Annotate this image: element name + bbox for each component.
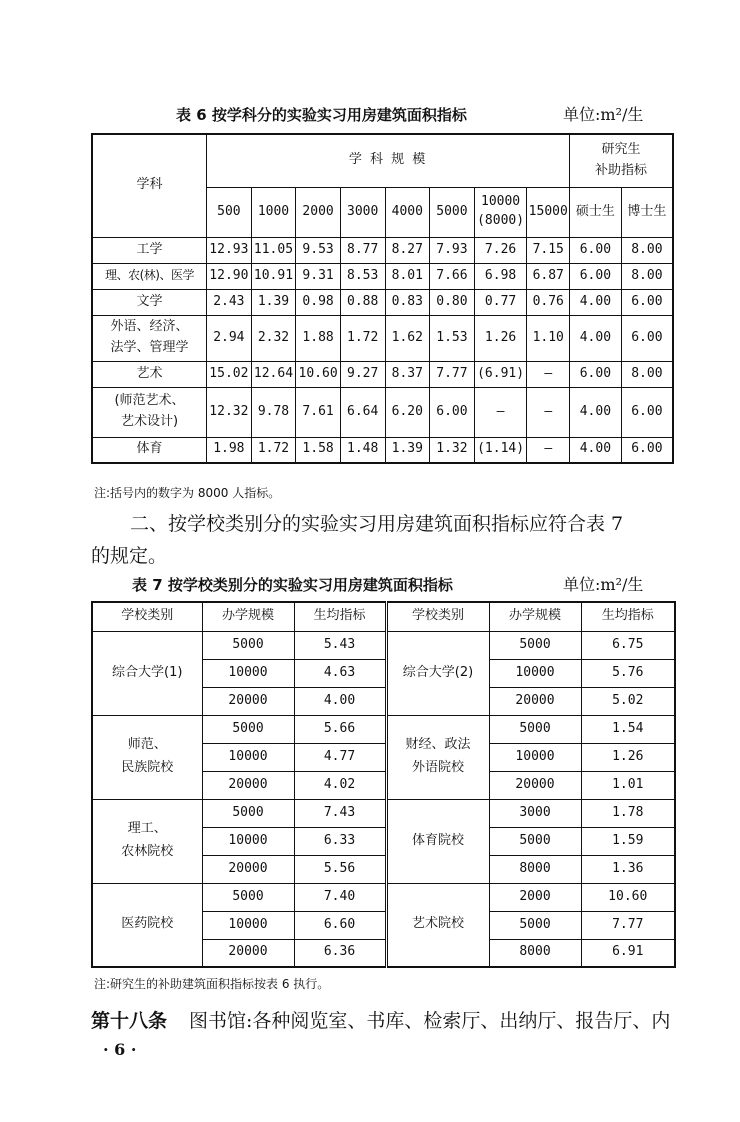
value-cell: 9.53 xyxy=(296,237,341,263)
value-cell: 6.00 xyxy=(621,437,673,463)
value-cell: 10.91 xyxy=(251,263,296,289)
school-scale-cell: 10000 xyxy=(202,743,294,771)
value-cell: 0.76 xyxy=(527,289,570,315)
value-cell: 7.15 xyxy=(527,237,570,263)
per-student-index-cell: 5.02 xyxy=(581,687,675,715)
value-cell: 9.31 xyxy=(296,263,341,289)
value-cell: 2.43 xyxy=(207,289,252,315)
table7-unit: 单位:m²/生 xyxy=(563,575,644,594)
table6-row xyxy=(92,361,673,387)
value-cell: 7.26 xyxy=(474,237,527,263)
t7-header-scale-right: 办学规模 xyxy=(489,602,581,631)
value-cell: 1.39 xyxy=(385,437,430,463)
table6-caption: 表 6 按学科分的实验实习用房建筑面积指标 xyxy=(176,106,467,124)
value-cell: 15.02 xyxy=(207,361,252,387)
school-scale-cell: 3000 xyxy=(489,799,581,827)
value-cell: — xyxy=(527,361,570,387)
value-cell: 11.05 xyxy=(251,237,296,263)
school-category-cell: 财经、政法 外语院校 xyxy=(386,715,489,799)
header-master: 硕士生 xyxy=(570,187,622,237)
school-scale-cell: 8000 xyxy=(489,855,581,883)
subject-cell: 艺术 xyxy=(92,361,207,387)
school-scale-cell: 10000 xyxy=(202,827,294,855)
value-cell: 6.98 xyxy=(474,263,527,289)
value-cell: 6.64 xyxy=(340,387,385,437)
per-student-index-cell: 6.91 xyxy=(581,939,675,967)
per-student-index-cell: 10.60 xyxy=(581,883,675,911)
per-student-index-cell: 1.01 xyxy=(581,771,675,799)
value-cell: 12.93 xyxy=(207,237,252,263)
per-student-index-cell: 6.36 xyxy=(294,939,386,967)
per-student-index-cell: 6.75 xyxy=(581,631,675,659)
school-scale-cell: 5000 xyxy=(202,799,294,827)
t7-header-category-left: 学校类别 xyxy=(92,602,202,631)
value-cell: 1.88 xyxy=(296,315,341,361)
value-cell: 6.00 xyxy=(621,289,673,315)
per-student-index-cell: 1.78 xyxy=(581,799,675,827)
t7-header-scale-left: 办学规模 xyxy=(202,602,294,631)
per-student-index-cell: 5.43 xyxy=(294,631,386,659)
value-cell: 8.37 xyxy=(385,361,430,387)
school-scale-cell: 5000 xyxy=(489,631,581,659)
value-cell: 7.61 xyxy=(296,387,341,437)
table7-row xyxy=(92,631,675,659)
header-scale-group: 学 科 规 模 xyxy=(207,134,570,187)
value-cell: — xyxy=(474,387,527,437)
per-student-index-cell: 1.26 xyxy=(581,743,675,771)
school-category-cell: 综合大学(2) xyxy=(386,631,489,715)
school-scale-cell: 8000 xyxy=(489,939,581,967)
value-cell: 1.48 xyxy=(340,437,385,463)
value-cell: 4.00 xyxy=(570,289,622,315)
per-student-index-cell: 1.36 xyxy=(581,855,675,883)
value-cell: 6.00 xyxy=(570,263,622,289)
value-cell: 1.72 xyxy=(251,437,296,463)
school-scale-cell: 5000 xyxy=(202,715,294,743)
value-cell: 1.39 xyxy=(251,289,296,315)
value-cell: (1.14) xyxy=(474,437,527,463)
paragraph-line2: 的规定。 xyxy=(91,545,168,567)
table6 xyxy=(91,133,674,464)
table6-row xyxy=(92,437,673,463)
article-label: 第十八条 xyxy=(91,1010,168,1032)
table7 xyxy=(91,601,676,968)
article-text: 图书馆:各种阅览室、书库、检索厅、出纳厅、报告厅、内 xyxy=(189,1010,671,1032)
value-cell: 0.98 xyxy=(296,289,341,315)
per-student-index-cell: 5.66 xyxy=(294,715,386,743)
value-cell: 6.20 xyxy=(385,387,430,437)
value-cell: 8.00 xyxy=(621,237,673,263)
value-cell: 8.53 xyxy=(340,263,385,289)
value-cell: 8.77 xyxy=(340,237,385,263)
per-student-index-cell: 4.00 xyxy=(294,687,386,715)
per-student-index-cell: 6.60 xyxy=(294,911,386,939)
per-student-index-cell: 1.59 xyxy=(581,827,675,855)
value-cell: 8.00 xyxy=(621,361,673,387)
scale-header: 5000 xyxy=(430,187,475,237)
scale-header: 4000 xyxy=(385,187,430,237)
school-scale-cell: 5000 xyxy=(202,631,294,659)
school-scale-cell: 5000 xyxy=(489,911,581,939)
table6-row xyxy=(92,315,673,361)
table7-row xyxy=(92,799,675,827)
school-scale-cell: 20000 xyxy=(202,939,294,967)
value-cell: 8.27 xyxy=(385,237,430,263)
per-student-index-cell: 4.77 xyxy=(294,743,386,771)
school-category-cell: 医药院校 xyxy=(92,883,202,967)
school-scale-cell: 10000 xyxy=(202,911,294,939)
value-cell: 9.78 xyxy=(251,387,296,437)
value-cell: — xyxy=(527,437,570,463)
school-category-cell: 理工、 农林院校 xyxy=(92,799,202,883)
subject-cell: 外语、经济、 法学、管理学 xyxy=(92,315,207,361)
value-cell: 4.00 xyxy=(570,315,622,361)
value-cell: 2.94 xyxy=(207,315,252,361)
table6-row xyxy=(92,289,673,315)
value-cell: 2.32 xyxy=(251,315,296,361)
school-scale-cell: 20000 xyxy=(202,855,294,883)
subject-cell: (师范艺术、 艺术设计) xyxy=(92,387,207,437)
school-scale-cell: 10000 xyxy=(489,659,581,687)
value-cell: 9.27 xyxy=(340,361,385,387)
scale-header: 15000 xyxy=(527,187,570,237)
table6-unit: 单位:m²/生 xyxy=(563,105,644,124)
value-cell: 7.93 xyxy=(430,237,475,263)
table7-row xyxy=(92,883,675,911)
value-cell: 0.88 xyxy=(340,289,385,315)
value-cell: 6.00 xyxy=(430,387,475,437)
value-cell: 10.60 xyxy=(296,361,341,387)
school-scale-cell: 20000 xyxy=(202,687,294,715)
scale-header: 2000 xyxy=(296,187,341,237)
per-student-index-cell: 5.56 xyxy=(294,855,386,883)
page-number: · 6 · xyxy=(103,1040,137,1059)
value-cell: 1.32 xyxy=(430,437,475,463)
school-scale-cell: 10000 xyxy=(489,743,581,771)
school-scale-cell: 20000 xyxy=(489,687,581,715)
value-cell: 1.98 xyxy=(207,437,252,463)
table7-note: 注:研究生的补助建筑面积指标按表 6 执行。 xyxy=(94,977,330,991)
per-student-index-cell: 4.63 xyxy=(294,659,386,687)
per-student-index-cell: 1.54 xyxy=(581,715,675,743)
value-cell: 4.00 xyxy=(570,387,622,437)
school-category-cell: 艺术院校 xyxy=(386,883,489,967)
school-category-cell: 师范、 民族院校 xyxy=(92,715,202,799)
table6-row xyxy=(92,237,673,263)
header-grad-group: 研究生 补助指标 xyxy=(570,134,673,187)
school-scale-cell: 20000 xyxy=(489,771,581,799)
table7-caption: 表 7 按学校类别分的实验实习用房建筑面积指标 xyxy=(132,576,453,594)
t7-header-index-left: 生均指标 xyxy=(294,602,386,631)
school-category-cell: 体育院校 xyxy=(386,799,489,883)
school-scale-cell: 10000 xyxy=(202,659,294,687)
value-cell: 1.10 xyxy=(527,315,570,361)
value-cell: 12.64 xyxy=(251,361,296,387)
subject-cell: 工学 xyxy=(92,237,207,263)
value-cell: 6.00 xyxy=(570,237,622,263)
value-cell: 1.53 xyxy=(430,315,475,361)
scale-header: 500 xyxy=(207,187,252,237)
value-cell: 7.77 xyxy=(430,361,475,387)
value-cell: 1.58 xyxy=(296,437,341,463)
value-cell: 6.00 xyxy=(570,361,622,387)
school-scale-cell: 5000 xyxy=(489,715,581,743)
value-cell: (6.91) xyxy=(474,361,527,387)
value-cell: 7.66 xyxy=(430,263,475,289)
value-cell: 4.00 xyxy=(570,437,622,463)
t7-header-index-right: 生均指标 xyxy=(581,602,675,631)
value-cell: 8.00 xyxy=(621,263,673,289)
value-cell: 1.72 xyxy=(340,315,385,361)
value-cell: 12.32 xyxy=(207,387,252,437)
value-cell: 8.01 xyxy=(385,263,430,289)
school-category-cell: 综合大学(1) xyxy=(92,631,202,715)
school-scale-cell: 5000 xyxy=(489,827,581,855)
school-scale-cell: 2000 xyxy=(489,883,581,911)
table6-row xyxy=(92,263,673,289)
article-line xyxy=(91,1006,670,1033)
per-student-index-cell: 7.40 xyxy=(294,883,386,911)
table6-note: 注:括号内的数字为 8000 人指标。 xyxy=(94,486,281,500)
value-cell: 12.90 xyxy=(207,263,252,289)
value-cell: 0.83 xyxy=(385,289,430,315)
value-cell: 6.00 xyxy=(621,387,673,437)
school-scale-cell: 20000 xyxy=(202,771,294,799)
per-student-index-cell: 7.77 xyxy=(581,911,675,939)
subject-cell: 体育 xyxy=(92,437,207,463)
per-student-index-cell: 7.43 xyxy=(294,799,386,827)
value-cell: 1.26 xyxy=(474,315,527,361)
t7-header-category-right: 学校类别 xyxy=(386,602,489,631)
scale-header: 3000 xyxy=(340,187,385,237)
school-scale-cell: 5000 xyxy=(202,883,294,911)
value-cell: 6.00 xyxy=(621,315,673,361)
value-cell: 1.62 xyxy=(385,315,430,361)
scale-header: 10000 (8000) xyxy=(474,187,527,237)
subject-cell: 文学 xyxy=(92,289,207,315)
value-cell: 6.87 xyxy=(527,263,570,289)
header-doctor: 博士生 xyxy=(621,187,673,237)
value-cell: — xyxy=(527,387,570,437)
table6-row xyxy=(92,387,673,437)
table7-row xyxy=(92,715,675,743)
per-student-index-cell: 6.33 xyxy=(294,827,386,855)
scale-header: 1000 xyxy=(251,187,296,237)
value-cell: 0.77 xyxy=(474,289,527,315)
per-student-index-cell: 5.76 xyxy=(581,659,675,687)
per-student-index-cell: 4.02 xyxy=(294,771,386,799)
value-cell: 0.80 xyxy=(430,289,475,315)
subject-cell: 理、农(林)、医学 xyxy=(92,263,207,289)
paragraph-line1: 二、按学校类别分的实验实习用房建筑面积指标应符合表 7 xyxy=(130,513,624,535)
header-subject: 学科 xyxy=(92,134,207,237)
